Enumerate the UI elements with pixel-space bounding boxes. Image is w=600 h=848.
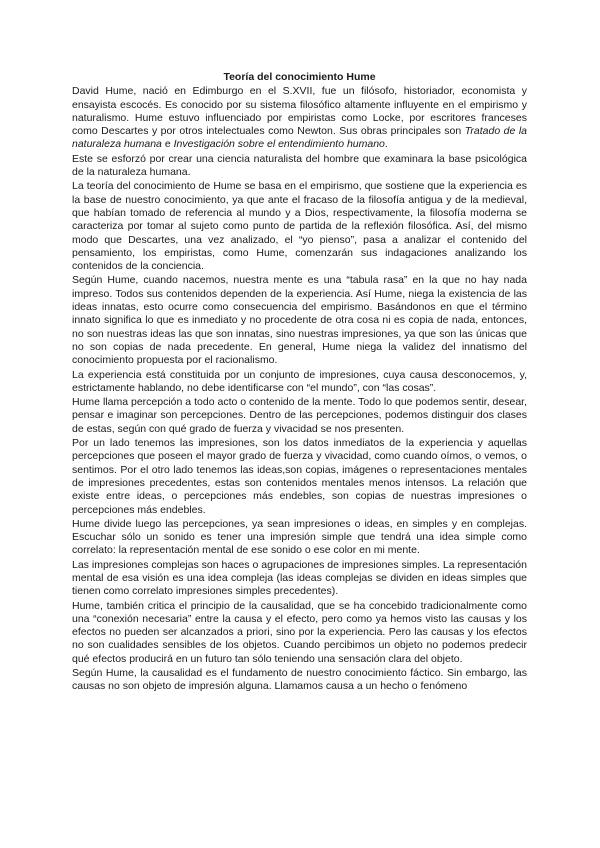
paragraph: Este se esforzó por crear una ciencia naturalista del hombre que examinara la base psicológica de la naturaleza humana. xyxy=(72,152,527,179)
paragraph: Según Hume, cuando nacemos, nuestra mente es una “tabula rasa” en la que no hay nada impreso. Todos sus contenidos dependen de la experiencia. Así Hume, niega la existencia de las ideas innatas, esto ocurre como consecuencia del empirismo. Basándonos en que el término innato significa lo que es inmediato y no procedente de otra cosa ni es copia de nada, entonces, no son nuestras ideas las que son innatas, sino nuestras impresiones, ya que son las únicas que no son copias de nada precedente. En general, Hume niega la validez del innatismo del conocimiento propuesta por el racionalismo. xyxy=(72,274,527,367)
paragraph: Hume llama percepción a todo acto o contenido de la mente. Todo lo que podemos sentir, desear, pensar e imaginar son percepciones. Dentro de las percepciones, podemos distinguir dos clases de estas, según con qué grado de fuerza y vivacidad se nos presenten. xyxy=(72,396,527,435)
book-title-tratado: Tratado de la naturaleza humana xyxy=(72,125,528,151)
paragraph: Según Hume, la causalidad es el fundamento de nuestro conocimiento fáctico. Sin embargo, las causas no son objeto de impresión alguna. Llamamos causa a un hecho o fenómeno xyxy=(72,667,527,693)
paragraph: La teoría del conocimiento de Hume se basa en el empirismo, que sostiene que la experiencia es la base de nuestro conocimiento, ya que ante el fracaso de la filosofía antigua y de la medieval, que habían tomado de referencia al mundo y a Dios, respectivamente, la filosofía moderna se caracteriza por tomar al sujeto como punto de partida de la reflexión filosófica. Así, del mismo modo que Descartes, una vez analizado, el “yo pienso”, pasa a analizar el contenido del pensamiento, los empiristas, como Hume, comenzarán sus indagaciones analizando los contenidos de la conciencia. xyxy=(72,180,527,273)
paragraph: La experiencia está constituida por un conjunto de impresiones, cuya causa desconocemos, y, estrictamente hablando, no debe identificarse con “el mundo”, con “las cosas”. xyxy=(72,368,527,394)
paragraph-intro xyxy=(72,85,527,151)
document-page xyxy=(72,71,527,695)
paragraph: Hume divide luego las percepciones, ya sean impresiones o ideas, en simples y en complejas. Escuchar sólo un sonido es tener una impresión simple que tendrá una idea simple como correlato: la representación mental de ese sonido o ese color en mi mente. xyxy=(72,517,527,557)
intro-text-middle: e xyxy=(161,138,174,151)
intro-text-end: . xyxy=(384,138,388,151)
book-title-investigacion: Investigación sobre el entendimiento humano xyxy=(173,138,385,151)
paragraph: Hume, también critica el principio de la causalidad, que se ha concebido tradicionalmente como una “conexión necesaria” entre la causa y el efecto, pero como ya hemos visto las causas y los efectos no pueden ser alcanzados a priori, sino por la experiencia. Pero las causas y los efectos no son cualidades sensibles de los objetos. Cuando percibimos un objeto no podemos predecir qué efectos producirá en un futuro tan sólo teniendo una sensación clara del objeto. xyxy=(72,599,527,665)
paragraph: Las impresiones complejas son haces o agrupaciones de impresiones simples. La representación mental de esa visión es una idea compleja (las ideas complejas se dividen en ideas simples que tienen como correlato impresiones simples precedentes). xyxy=(72,558,527,598)
intro-text-start: David Hume, nació en Edimburgo en el S.XVII, fue un filósofo, historiador, economista y ensayista escocés. Es conocido por su sistema filosófico altamente influyente en el empirismo y naturalismo. Hume estuvo influenciado por empiristas como Locke, por escritores franceses como Descartes y por otros intelectuales como Newton. Sus obras principales son xyxy=(72,85,527,138)
paragraph: Por un lado tenemos las impresiones, son los datos inmediatos de la experiencia y aquellas percepciones que poseen el mayor grado de fuerza y vivacidad, como cuando oímos, o vemos, o sentimos. Por el otro lado tenemos las ideas,son copias, imágenes o representaciones mentales de impresiones precedentes, estas son contenidos mentales menos intensos. La relación que existe entre ideas, o percepciones más endebles, son copias de nuestras impresiones o percepciones más endebles. xyxy=(72,437,527,516)
page-title: Teoría del conocimiento Hume xyxy=(223,71,376,83)
